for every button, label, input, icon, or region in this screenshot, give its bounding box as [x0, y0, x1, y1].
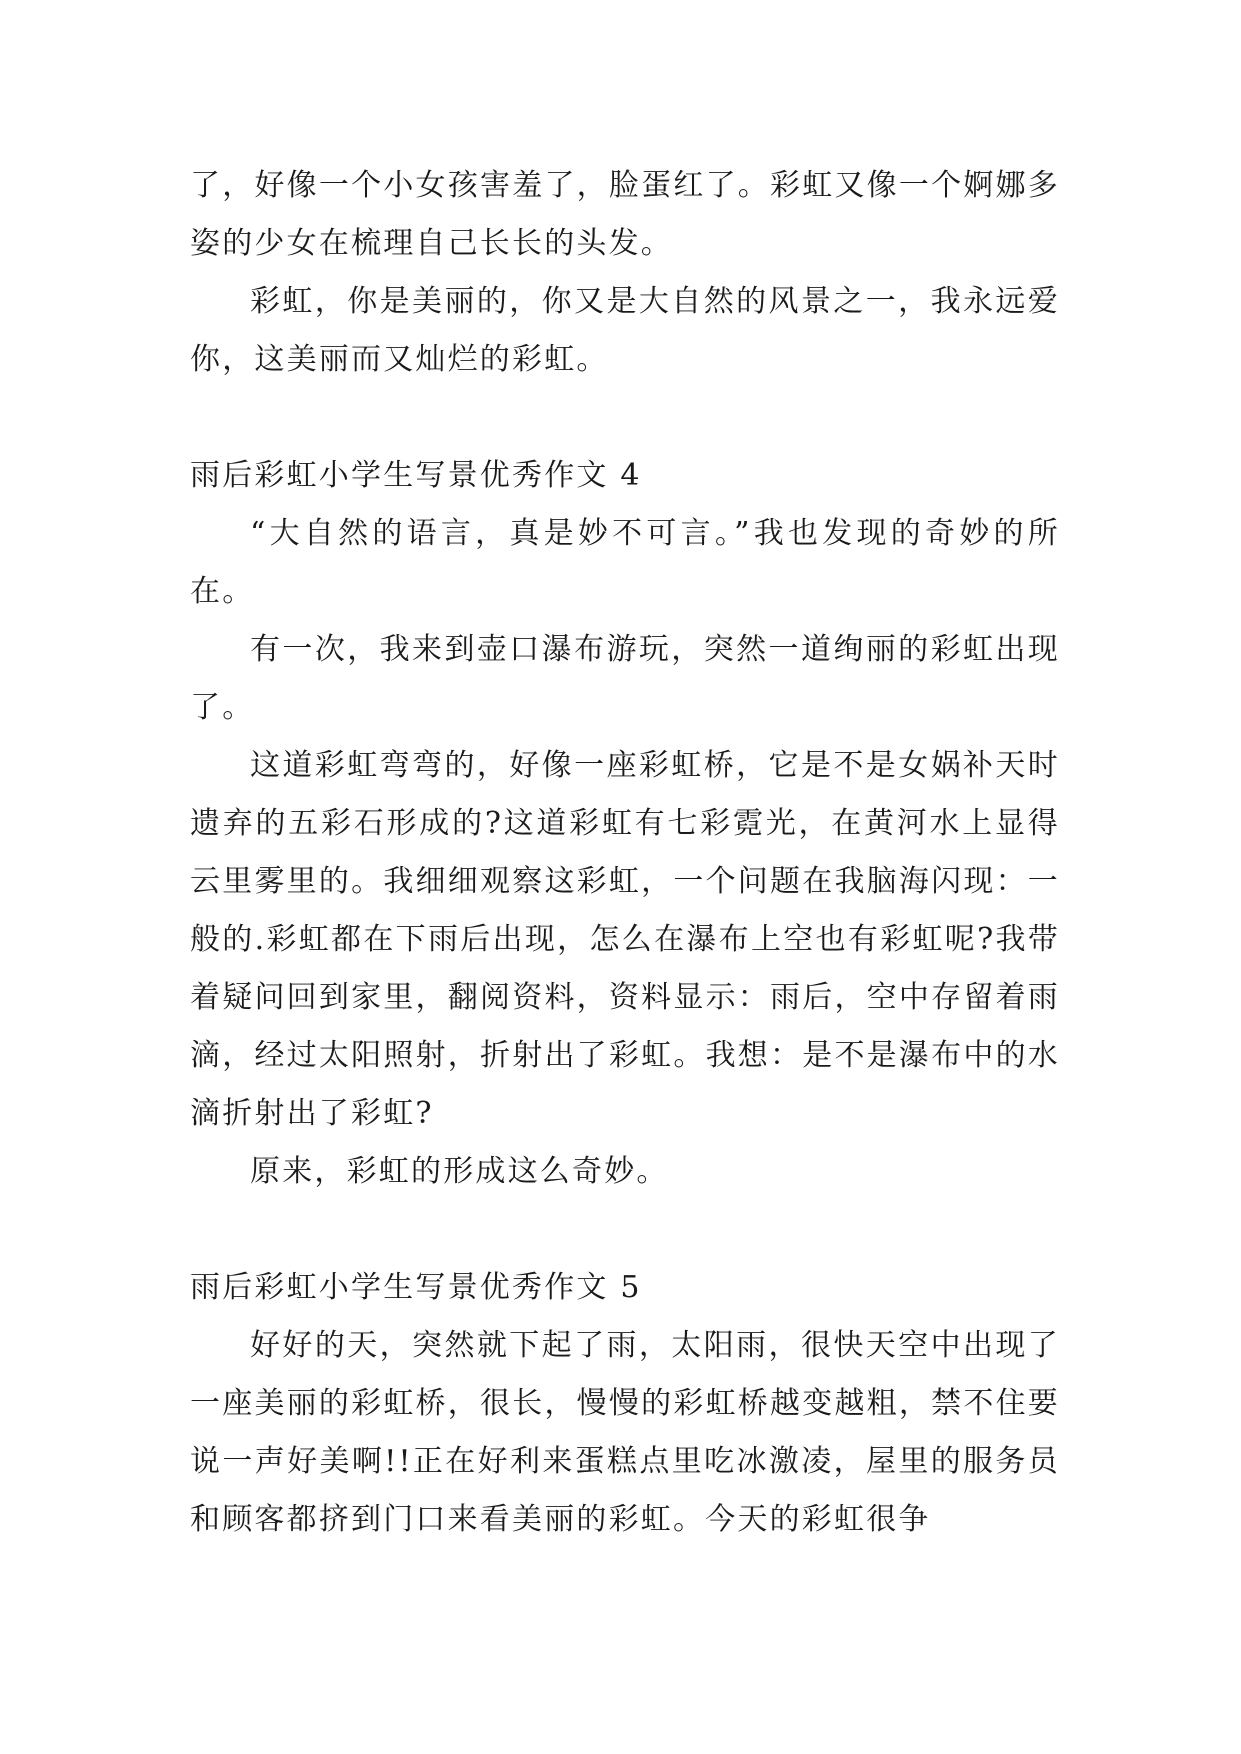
paragraph: 原来，彩虹的形成这么奇妙。 [250, 1154, 669, 1189]
section-heading: 雨后彩虹小学生写景优秀作文 4 [190, 458, 642, 493]
document-body [190, 157, 1060, 1549]
paragraph: 这道彩虹弯弯的，好像一座彩虹桥，它是不是女娲补天时遗弃的五彩石形成的?这道彩虹有七彩霓光，在黄河水上显得云里雾里的。我细细观察这彩虹，一个问题在我脑海闪现：一般的.彩虹都在下雨后出现，怎么在瀑布上空也有彩虹呢?我带着疑问回到家里，翻阅资料，资料显示：雨后，空中存留着雨滴，经过太阳照射，折射出了彩虹。我想：是不是瀑布中的水滴折射出了彩虹? [190, 748, 1060, 1131]
paragraph: 彩虹，你是美丽的，你又是大自然的风景之一，我永远爱你，这美丽而又灿烂的彩虹。 [190, 284, 1060, 377]
paragraph: 好好的天，突然就下起了雨，太阳雨，很快天空中出现了一座美丽的彩虹桥，很长，慢慢的彩虹桥越变越粗，禁不住要说一声好美啊!!正在好利来蛋糕点里吃冰激凌，屋里的服务员和顾客都挤到门口来看美丽的彩虹。今天的彩虹很争 [190, 1328, 1060, 1537]
section-heading: 雨后彩虹小学生写景优秀作文 5 [190, 1270, 642, 1305]
paragraph: 有一次，我来到壶口瀑布游玩，突然一道绚丽的彩虹出现了。 [190, 632, 1060, 725]
paragraph: “大自然的语言，真是妙不可言。”我也发现的奇妙的所在。 [190, 516, 1060, 609]
paragraph: 了，好像一个小女孩害羞了，脸蛋红了。彩虹又像一个婀娜多姿的少女在梳理自己长长的头发。 [190, 168, 1060, 261]
